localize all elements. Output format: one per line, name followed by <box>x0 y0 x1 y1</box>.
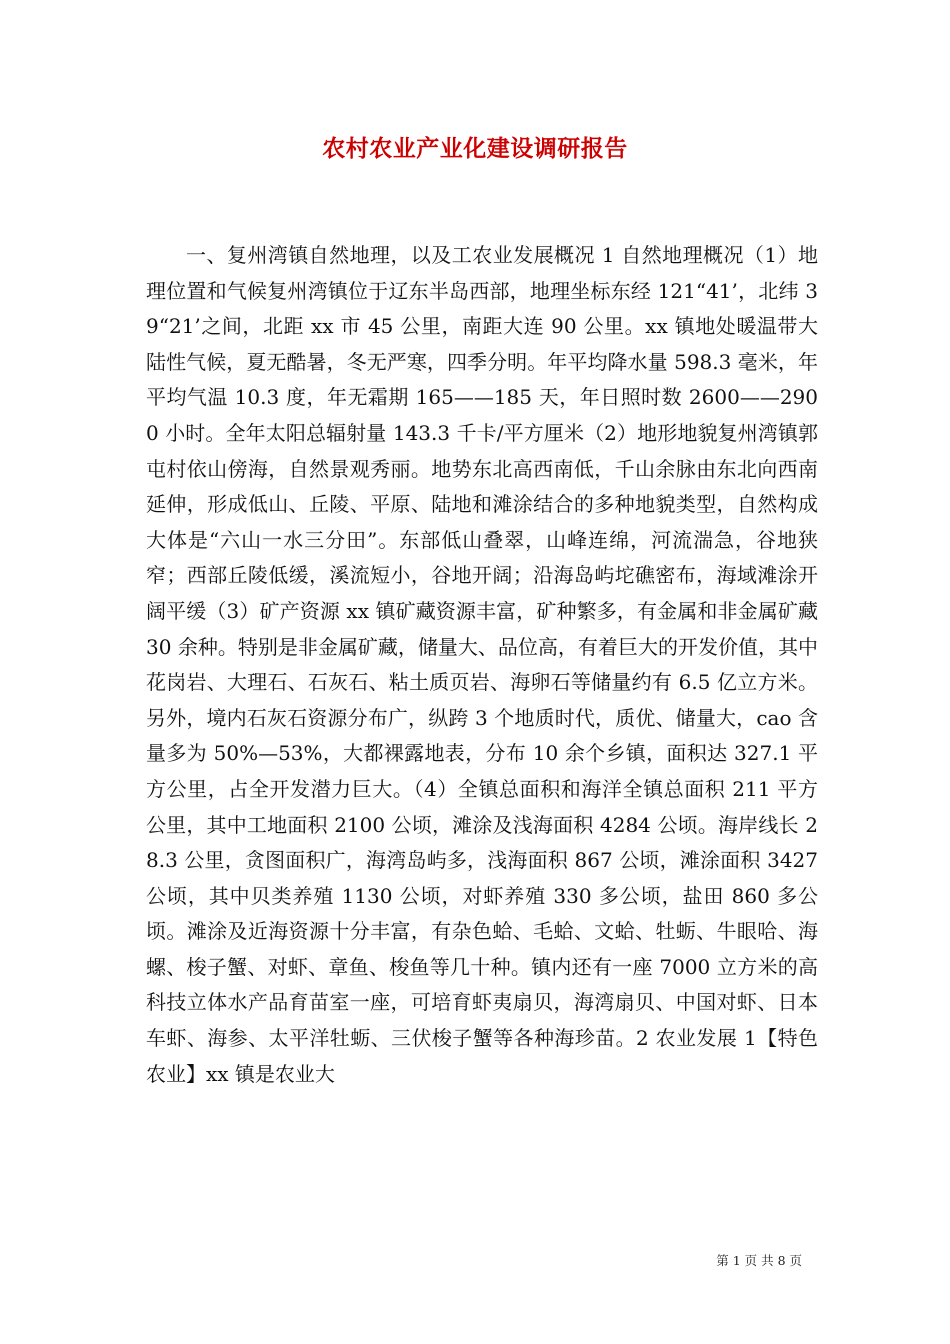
document-title: 农村农业产业化建设调研报告 <box>322 135 628 162</box>
page-number-footer: 第 1 页 共 8 页 <box>716 1253 802 1268</box>
document-body-paragraph: 一、复州湾镇自然地理，以及工农业发展概况 1 自然地理概况（1）地理位置和气候复州湾镇位于辽东半岛西部，地理坐标东经 121“41’，北纬 39“21’之间，北距 xx 市 45 公里，南距大连 90 公里。xx 镇地处暖温带大陆性气候，夏无酷暑，冬无严寒，四季分明。年平均降水量 598.3 毫米，年平均气温 10.3 度，年无霜期 165——185 天，年日照时数 2600——2900 小时。全年太阳总辐射量 143.3 千卡/平方厘米（2）地形地貌复州湾镇郭屯村依山傍海，自然景观秀丽。地势东北高西南低，千山余脉由东北向西南延伸，形成低山、丘陵、平原、陆地和滩涂结合的多种地貌类型，自然构成大体是“六山一水三分田”。东部低山叠翠，山峰连绵，河流湍急，谷地狭窄；西部丘陵低缓，溪流短小，谷地开阔；沿海岛屿坨礁密布，海域滩涂开阔平缓（3）矿产资源 xx 镇矿藏资源丰富，矿种繁多，有金属和非金属矿藏 30 余种。特别是非金属矿藏，储量大、品位高，有着巨大的开发价值，其中花岗岩、大理石、石灰石、粘土质页岩、海卵石等储量约有 6.5 亿立方米。另外，境内石灰石资源分布广，纵跨 3 个地质时代，质优、储量大，cao 含量多为 50%—53%，大都裸露地表，分布 10 余个乡镇，面积达 327.1 平方公里，占全开发潜力巨大。（4）全镇总面积和海洋全镇总面积 211 平方公里，其中工地面积 2100 公顷，滩涂及浅海面积 4284 公顷。海岸线长 28.3 公里，贪图面积广，海湾岛屿多，浅海面积 867 公顷，滩涂面积 3427 公顷，其中贝类养殖 1130 公顷，对虾养殖 330 多公顷，盐田 860 多公顷。滩涂及近海资源十分丰富，有杂色蛤、毛蛤、文蛤、牡蛎、牛眼哈、海螺、梭子蟹、对虾、章鱼、梭鱼等几十种。镇内还有一座 7000 立方米的高科技立体水产品育苗室一座，可培育虾夷扇贝，海湾扇贝、中国对虾、日本车虾、海参、太平洋牡蛎、三伏梭子蟹等各种海珍苗。2 农业发展 1【特色农业】xx 镇是农业大 <box>146 243 818 1086</box>
